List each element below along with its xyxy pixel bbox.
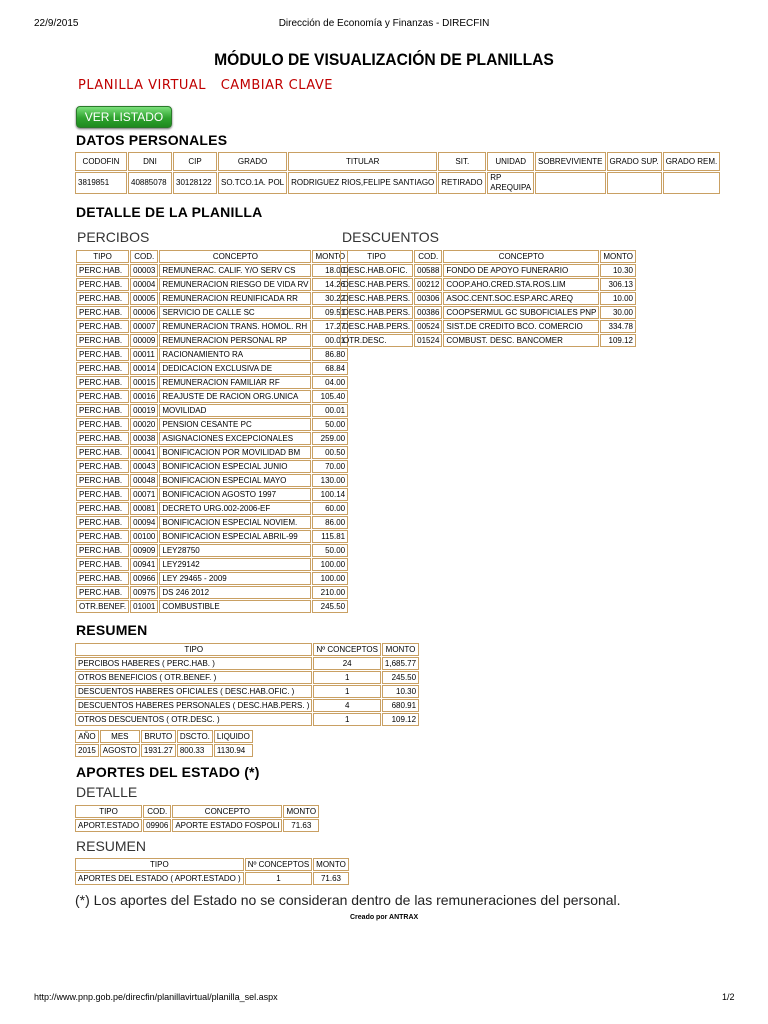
col-header: COD. [130, 250, 158, 263]
table-cell: PERC.HAB. [76, 530, 129, 543]
col-header: Nº CONCEPTOS [245, 858, 312, 871]
percibos-heading: PERCIBOS [77, 229, 150, 245]
created-by: Creado por ANTRAX [350, 914, 419, 921]
table-cell: PERC.HAB. [76, 376, 129, 389]
table-cell: 10.00 [600, 292, 636, 305]
sobreviviente-cell [535, 172, 605, 194]
table-cell: 09.51 [312, 306, 348, 319]
table-cell: 50.00 [312, 418, 348, 431]
col-header: TITULAR [288, 152, 437, 171]
table-cell: REMUNERACION RIESGO DE VIDA RV [159, 278, 311, 291]
table-cell: 00004 [130, 278, 158, 291]
table-cell: PERC.HAB. [76, 306, 129, 319]
table-cell: COMBUST. DESC. BANCOMER [443, 334, 599, 347]
table-row [76, 264, 348, 277]
table-cell: 00011 [130, 348, 158, 361]
datos-personales-heading: DATOS PERSONALES [76, 132, 228, 148]
tipo-cell: APORTES DEL ESTADO ( APORT.ESTADO ) [75, 872, 244, 885]
col-header: GRADO SUP. [607, 152, 662, 171]
table-header-row [75, 805, 319, 818]
aportes-resumen-table [74, 857, 350, 886]
table-cell: 00020 [130, 418, 158, 431]
table-cell: LEY28750 [159, 544, 311, 557]
table-cell: 210.00 [312, 586, 348, 599]
table-cell: PERC.HAB. [76, 320, 129, 333]
table-row [340, 264, 636, 277]
table-row [76, 334, 348, 347]
table-cell: 00941 [130, 558, 158, 571]
resumen-rows [75, 657, 419, 726]
table-row [76, 460, 348, 473]
table-cell: 01524 [414, 334, 442, 347]
cod-cell: 09906 [143, 819, 171, 832]
table-cell: 130.00 [312, 474, 348, 487]
table-row [76, 544, 348, 557]
table-header-row [75, 858, 349, 871]
table-row [76, 278, 348, 291]
table-cell: 00100 [130, 530, 158, 543]
col-header: MONTO [283, 805, 319, 818]
table-cell: 00.01 [312, 334, 348, 347]
table-row [76, 530, 348, 543]
table-row [76, 488, 348, 501]
table-row [75, 819, 319, 832]
table-cell: DESC.HAB.PERS. [340, 320, 413, 333]
col-header: TIPO [76, 250, 129, 263]
planilla-virtual-link[interactable]: PLANILLA VIRTUAL [78, 78, 207, 93]
table-cell: LEY 29465 - 2009 [159, 572, 311, 585]
table-cell: PERC.HAB. [76, 446, 129, 459]
aportes-detalle-table [74, 804, 320, 833]
table-cell: DECRETO URG.002-2006-EF [159, 502, 311, 515]
table-cell: 10.30 [382, 685, 419, 698]
table-row [75, 657, 419, 670]
table-cell: 00071 [130, 488, 158, 501]
table-cell: 00005 [130, 292, 158, 305]
table-cell: 86.00 [312, 516, 348, 529]
table-cell: 00041 [130, 446, 158, 459]
table-cell: REAJUSTE DE RACION ORG.UNICA [159, 390, 311, 403]
table-row [76, 390, 348, 403]
table-cell: PERC.HAB. [76, 488, 129, 501]
bruto-cell: 1931.27 [141, 744, 176, 757]
col-header: GRADO REM. [663, 152, 721, 171]
col-header: MONTO [600, 250, 636, 263]
table-row [75, 685, 419, 698]
table-cell: PERC.HAB. [76, 544, 129, 557]
col-header: TIPO [75, 643, 312, 656]
datos-personales-table [74, 151, 721, 195]
table-cell: BONIFICACION ESPECIAL ABRIL-99 [159, 530, 311, 543]
table-cell: REMUNERACION PERSONAL RP [159, 334, 311, 347]
unidad-cell: RP AREQUIPA [487, 172, 534, 194]
table-cell: 14.26 [312, 278, 348, 291]
col-header: SIT. [438, 152, 486, 171]
table-row [340, 278, 636, 291]
col-header: TIPO [75, 805, 142, 818]
table-cell: PERC.HAB. [76, 292, 129, 305]
table-cell: 00006 [130, 306, 158, 319]
tipo-cell: APORT.ESTADO [75, 819, 142, 832]
table-cell: BONIFICACION ESPECIAL MAYO [159, 474, 311, 487]
table-cell: OTR.BENEF. [76, 600, 129, 613]
table-cell: 70.00 [312, 460, 348, 473]
table-cell: 00016 [130, 390, 158, 403]
table-header-row [340, 250, 636, 263]
nav-links [78, 78, 343, 93]
codofin-cell: 3819851 [75, 172, 127, 194]
table-cell: 00909 [130, 544, 158, 557]
table-cell: BONIFICACION ESPECIAL NOVIEM. [159, 516, 311, 529]
descuentos-rows [340, 264, 636, 347]
page-number: 1/2 [722, 992, 735, 1002]
table-cell: DS 246 2012 [159, 586, 311, 599]
table-cell: OTR.DESC. [340, 334, 413, 347]
col-header: CONCEPTO [159, 250, 311, 263]
dscto-cell: 800.33 [177, 744, 213, 757]
col-header: Nº CONCEPTOS [313, 643, 380, 656]
table-row [75, 713, 419, 726]
table-cell: PENSION CESANTE PC [159, 418, 311, 431]
concepto-cell: APORTE ESTADO FOSPOLI [172, 819, 282, 832]
table-cell: PERC.HAB. [76, 348, 129, 361]
table-cell: PERC.HAB. [76, 404, 129, 417]
table-header-row [75, 730, 253, 743]
table-row [76, 362, 348, 375]
table-cell: PERC.HAB. [76, 558, 129, 571]
cambiar-clave-link[interactable]: CAMBIAR CLAVE [220, 78, 333, 93]
table-cell: BONIFICACION POR MOVILIDAD BM [159, 446, 311, 459]
table-row [75, 744, 253, 757]
cip-cell: 30128122 [173, 172, 217, 194]
col-header: MES [100, 730, 140, 743]
col-header: UNIDAD [487, 152, 534, 171]
table-cell: 00081 [130, 502, 158, 515]
table-cell: 00588 [414, 264, 442, 277]
conceptos-cell: 1 [245, 872, 312, 885]
table-cell: 115.81 [312, 530, 348, 543]
table-row [76, 418, 348, 431]
table-cell: 334.78 [600, 320, 636, 333]
table-cell: 30.22 [312, 292, 348, 305]
grado-cell: SO.TCO.1A. POL [218, 172, 287, 194]
table-cell: 245.50 [382, 671, 419, 684]
col-header: CONCEPTO [443, 250, 599, 263]
table-cell: 680.91 [382, 699, 419, 712]
table-row [75, 172, 720, 194]
table-cell: 00975 [130, 586, 158, 599]
table-cell: PERC.HAB. [76, 390, 129, 403]
table-row [76, 404, 348, 417]
table-cell: PERC.HAB. [76, 474, 129, 487]
titular-cell: RODRIGUEZ RIOS,FELIPE SANTIAGO [288, 172, 437, 194]
col-header: SOBREVIVIENTE [535, 152, 605, 171]
descuentos-table [339, 249, 637, 348]
table-cell: FONDO DE APOYO FUNERARIO [443, 264, 599, 277]
table-row [76, 432, 348, 445]
col-header: BRUTO [141, 730, 176, 743]
percibos-table [75, 249, 349, 614]
descuentos-heading: DESCUENTOS [342, 229, 439, 245]
table-cell: 00386 [414, 306, 442, 319]
table-cell: DESC.HAB.PERS. [340, 278, 413, 291]
table-cell: ASIGNACIONES EXCEPCIONALES [159, 432, 311, 445]
table-header-row [75, 643, 419, 656]
table-cell: 86.80 [312, 348, 348, 361]
table-cell: 100.00 [312, 558, 348, 571]
table-cell: 30.00 [600, 306, 636, 319]
table-row [76, 376, 348, 389]
table-cell: OTROS BENEFICIOS ( OTR.BENEF. ) [75, 671, 312, 684]
table-cell: ASOC.CENT.SOC.ESP.ARC.AREQ [443, 292, 599, 305]
table-cell: PERC.HAB. [76, 264, 129, 277]
col-header: GRADO [218, 152, 287, 171]
totals-table [74, 729, 254, 758]
table-cell: 00966 [130, 572, 158, 585]
table-cell: COOP.AHO.CRED.STA.ROS.LIM [443, 278, 599, 291]
table-cell: PERC.HAB. [76, 278, 129, 291]
table-cell: 109.12 [382, 713, 419, 726]
table-cell: DESC.HAB.OFIC. [340, 264, 413, 277]
table-row [75, 671, 419, 684]
col-header: CODOFIN [75, 152, 127, 171]
table-cell: 68.84 [312, 362, 348, 375]
table-cell: 60.00 [312, 502, 348, 515]
table-cell: 18.00 [312, 264, 348, 277]
resumen-table [74, 642, 420, 727]
table-cell: 1 [313, 671, 380, 684]
table-cell: 00003 [130, 264, 158, 277]
table-row [76, 600, 348, 613]
table-row [340, 334, 636, 347]
print-date: 22/9/2015 [34, 18, 79, 29]
table-cell: BONIFICACION ESPECIAL JUNIO [159, 460, 311, 473]
table-cell: 00019 [130, 404, 158, 417]
sit-cell: RETIRADO [438, 172, 486, 194]
table-cell: 17.27 [312, 320, 348, 333]
table-cell: 01001 [130, 600, 158, 613]
col-header: COD. [414, 250, 442, 263]
table-cell: DESCUENTOS HABERES OFICIALES ( DESC.HAB.OFIC. ) [75, 685, 312, 698]
table-cell: REMUNERAC. CALIF. Y/O SERV CS [159, 264, 311, 277]
grado-sup-cell [607, 172, 662, 194]
table-cell: SERVICIO DE CALLE SC [159, 306, 311, 319]
table-cell: DESCUENTOS HABERES PERSONALES ( DESC.HAB.PERS. ) [75, 699, 312, 712]
dni-cell: 40885078 [128, 172, 172, 194]
mes-cell: AGOSTO [100, 744, 140, 757]
table-cell: 109.12 [600, 334, 636, 347]
aportes-note: (*) Los aportes del Estado no se consideran dentro de las remuneraciones del personal. [75, 892, 621, 908]
table-cell: 10.30 [600, 264, 636, 277]
table-cell: LEY29142 [159, 558, 311, 571]
table-cell: DEDICACION EXCLUSIVA DE [159, 362, 311, 375]
table-header-row [76, 250, 348, 263]
table-cell: PERC.HAB. [76, 502, 129, 515]
table-row [340, 292, 636, 305]
table-row [76, 586, 348, 599]
table-row [340, 306, 636, 319]
table-row [76, 306, 348, 319]
table-cell: PERC.HAB. [76, 418, 129, 431]
footer-url[interactable]: http://www.pnp.gob.pe/direcfin/planillavirtual/planilla_sel.aspx [34, 992, 278, 1002]
detalle-heading: DETALLE DE LA PLANILLA [76, 204, 263, 220]
table-row [76, 292, 348, 305]
col-header: DSCTO. [177, 730, 213, 743]
table-cell: 00048 [130, 474, 158, 487]
table-cell: 00043 [130, 460, 158, 473]
table-cell: 4 [313, 699, 380, 712]
col-header: AÑO [75, 730, 99, 743]
table-cell: 100.14 [312, 488, 348, 501]
table-cell: RACIONAMIENTO RA [159, 348, 311, 361]
table-cell: 00524 [414, 320, 442, 333]
table-cell: 00094 [130, 516, 158, 529]
table-cell: 1,685.77 [382, 657, 419, 670]
table-cell: REMUNERACION TRANS. HOMOL. RH [159, 320, 311, 333]
col-header: CONCEPTO [172, 805, 282, 818]
table-row [76, 558, 348, 571]
table-cell: 00.01 [312, 404, 348, 417]
table-cell: 1 [313, 685, 380, 698]
table-cell: 24 [313, 657, 380, 670]
table-row [340, 320, 636, 333]
table-row [76, 348, 348, 361]
grado-rem-cell [663, 172, 721, 194]
table-row [75, 699, 419, 712]
liquido-cell: 1130.94 [214, 744, 253, 757]
table-cell: 50.00 [312, 544, 348, 557]
table-row [75, 872, 349, 885]
percibos-rows [76, 264, 348, 613]
resumen-heading: RESUMEN [76, 622, 148, 638]
table-cell: 105.40 [312, 390, 348, 403]
col-header: MONTO [382, 643, 419, 656]
page-title: MÓDULO DE VISUALIZACIÓN DE PLANILLAS [214, 50, 554, 69]
table-cell: DESC.HAB.PERS. [340, 306, 413, 319]
table-row [76, 446, 348, 459]
table-cell: 306.13 [600, 278, 636, 291]
table-cell: 04.00 [312, 376, 348, 389]
table-cell: 1 [313, 713, 380, 726]
table-cell: PERC.HAB. [76, 362, 129, 375]
table-cell: 00.50 [312, 446, 348, 459]
table-cell: 00015 [130, 376, 158, 389]
table-cell: PERC.HAB. [76, 432, 129, 445]
table-cell: MOVILIDAD [159, 404, 311, 417]
col-header: CIP [173, 152, 217, 171]
col-header: LIQUIDO [214, 730, 253, 743]
table-cell: PERC.HAB. [76, 334, 129, 347]
monto-cell: 71.63 [283, 819, 319, 832]
table-cell: PERC.HAB. [76, 516, 129, 529]
table-cell: PERC.HAB. [76, 572, 129, 585]
table-cell: 100.00 [312, 572, 348, 585]
table-cell: 00306 [414, 292, 442, 305]
table-cell: 245.50 [312, 600, 348, 613]
col-header: COD. [143, 805, 171, 818]
table-cell: 00007 [130, 320, 158, 333]
aportes-resumen-heading: RESUMEN [76, 838, 147, 854]
table-cell: OTROS DESCUENTOS ( OTR.DESC. ) [75, 713, 312, 726]
table-cell: PERCIBOS HABERES ( PERC.HAB. ) [75, 657, 312, 670]
anio-cell: 2015 [75, 744, 99, 757]
table-row [76, 474, 348, 487]
table-cell: COOPSERMUL GC SUBOFICIALES PNP [443, 306, 599, 319]
table-cell: 00038 [130, 432, 158, 445]
monto-cell: 71.63 [313, 872, 349, 885]
table-cell: REMUNERACION REUNIFICADA RR [159, 292, 311, 305]
aportes-detalle-heading: DETALLE [76, 784, 138, 800]
col-header: DNI [128, 152, 172, 171]
table-cell: SIST.DE CREDITO BCO. COMERCIO [443, 320, 599, 333]
table-cell: BONIFICACION AGOSTO 1997 [159, 488, 311, 501]
table-header-row [75, 152, 720, 171]
col-header: MONTO [312, 250, 348, 263]
table-cell: PERC.HAB. [76, 460, 129, 473]
table-row [76, 502, 348, 515]
table-cell: REMUNERACION FAMILIAR RF [159, 376, 311, 389]
aportes-heading: APORTES DEL ESTADO (*) [76, 764, 260, 780]
ver-listado-button[interactable]: VER LISTADO [76, 106, 172, 128]
table-row [76, 320, 348, 333]
table-cell: 00014 [130, 362, 158, 375]
site-title: Dirección de Economía y Finanzas - DIRECFIN [278, 18, 490, 29]
col-header: TIPO [340, 250, 413, 263]
table-cell: PERC.HAB. [76, 586, 129, 599]
table-cell: COMBUSTIBLE [159, 600, 311, 613]
table-row [76, 572, 348, 585]
table-cell: 259.00 [312, 432, 348, 445]
table-cell: DESC.HAB.PERS. [340, 292, 413, 305]
table-row [76, 516, 348, 529]
col-header: MONTO [313, 858, 349, 871]
table-cell: 00212 [414, 278, 442, 291]
table-cell: 00009 [130, 334, 158, 347]
col-header: TIPO [75, 858, 244, 871]
